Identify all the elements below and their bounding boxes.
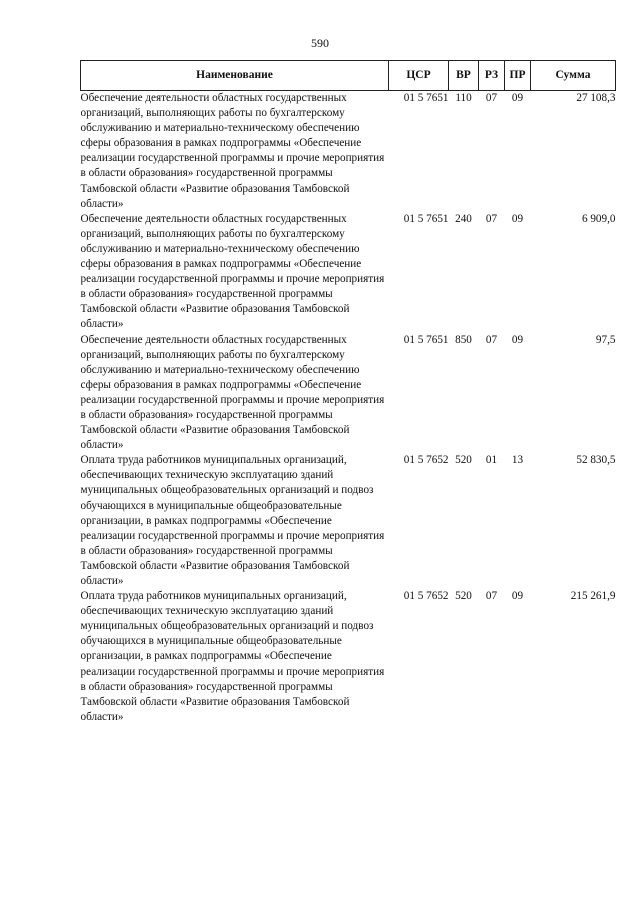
row-csr: 01 5 7651 [403,212,449,225]
row-rz: 07 [485,333,498,346]
table-row [81,212,616,333]
row-rz: 07 [485,590,498,603]
row-vr: 240 [455,212,472,225]
table-header-row [81,61,616,91]
row-vr: 110 [455,92,472,104]
row-rz: 01 [485,454,498,467]
table-row [81,453,616,589]
row-name: Обеспечение деятельности областных государственных организаций, выполняющих работы по бухгалтерскому обслуживанию и материально-техническому обеспечению сферы образования в рамках подпрограммы «Обеспечение реализации государственной программы и прочие мероприятия в области образования» государственной программы Тамбовской области «Развитие образования Тамбовской области» [80,212,385,331]
row-rz: 07 [485,212,498,225]
page-number: 590 [311,36,329,50]
row-name: Оплата труда работников муниципальных организаций, обеспечивающих техническую эксплуатацию зданий муниципальных общеобразовательных организаций и подвоз обучающихся в муниципальные общеобразовательные организации, в рамках подпрограммы «Обеспечение реализации государственной программы и прочие мероприятия в области образования» государственной программы Тамбовской области «Развитие образования Тамбовской области» [80,590,385,723]
table-row [81,91,616,212]
row-sum: 6 909,0 [581,212,616,225]
header-name: Наименование [81,61,389,91]
row-vr: 520 [455,590,472,603]
row-csr: 01 5 7651 [403,333,449,346]
row-name: Обеспечение деятельности областных государственных организаций, выполняющих работы по бухгалтерскому обслуживанию и материально-техническому обеспечению сферы образования в рамках подпрограммы «Обеспечение реализации государственной программы и прочие мероприятия в области образования» государственной программы Тамбовской области «Развитие образования Тамбовской области» [80,333,385,452]
row-name: Обеспечение деятельности областных государственных организаций, выполняющих работы по бухгалтерскому обслуживанию и материально-техническому обеспечению сферы образования в рамках подпрограммы «Обеспечение реализации государственной программы и прочие мероприятия в области образования» государственной программы Тамбовской области «Развитие образования Тамбовской области» [80,92,385,210]
row-name: Оплата труда работников муниципальных организаций, обеспечивающих техническую эксплуатацию зданий муниципальных общеобразовательных организаций и подвоз обучающихся в муниципальные общеобразовательные организации, в рамках подпрограммы «Обеспечение реализации государственной программы и прочие мероприятия в области образования» государственной программы Тамбовской области «Развитие образования Тамбовской области» [80,454,385,587]
header-rz: РЗ [479,61,505,91]
header-pr: ПР [505,61,531,91]
header-csr: ЦСР [389,61,449,91]
row-vr: 850 [455,333,472,346]
row-sum: 97,5 [595,333,616,346]
row-pr: 09 [511,92,524,104]
row-sum: 52 830,5 [576,454,616,467]
row-csr: 01 5 7652 [403,454,449,467]
row-pr: 09 [511,212,524,225]
row-sum: 27 108,3 [576,92,616,104]
budget-table [80,60,616,725]
header-vr: ВР [449,61,479,91]
row-pr: 09 [511,333,524,346]
header-sum: Сумма [531,61,616,91]
row-sum: 215 261,9 [570,590,616,603]
row-csr: 01 5 7651 [403,92,449,104]
table-row [81,589,616,725]
row-pr: 09 [511,590,524,603]
row-pr: 13 [511,454,524,467]
row-rz: 07 [485,92,498,104]
table-row [81,333,616,454]
row-vr: 520 [455,454,472,467]
row-csr: 01 5 7652 [403,590,449,603]
